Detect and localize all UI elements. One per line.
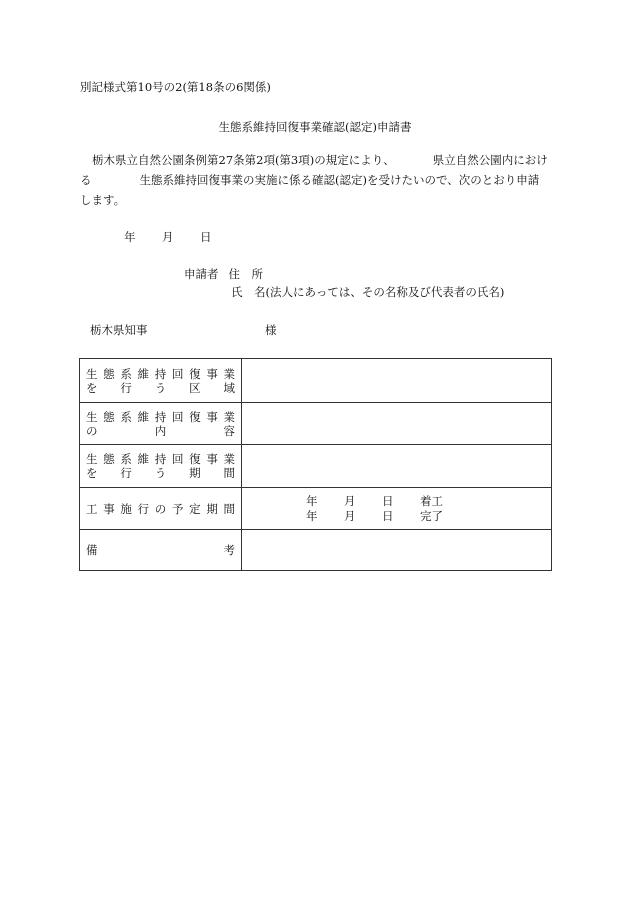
label-cell-content bbox=[80, 403, 242, 445]
label-char: 回 bbox=[171, 452, 184, 466]
label-char: 回 bbox=[171, 366, 184, 381]
applicant-name-label: 氏 名(法人にあっては、その名称及び代表者の氏名) bbox=[231, 285, 505, 299]
label-line bbox=[86, 466, 235, 480]
label-char: 間 bbox=[223, 501, 235, 516]
label-char: 持 bbox=[154, 409, 167, 424]
label-char: 行 bbox=[120, 380, 132, 395]
label-char: を bbox=[86, 380, 98, 395]
sched-day-label: 日 bbox=[382, 494, 394, 508]
label-cell-construction-period bbox=[80, 488, 242, 530]
label-char: 期 bbox=[206, 501, 218, 516]
label-char: 容 bbox=[223, 423, 235, 438]
body-text-line-2 bbox=[80, 175, 539, 187]
label-line bbox=[86, 424, 235, 438]
label-cell-remarks bbox=[80, 530, 242, 571]
label-char: 生 bbox=[86, 409, 98, 424]
label-char: 期 bbox=[189, 466, 201, 480]
table-row bbox=[80, 488, 552, 530]
label-char: 態 bbox=[103, 409, 115, 424]
label-char: 持 bbox=[154, 452, 167, 466]
applicant-address-line bbox=[184, 269, 263, 281]
sched-end-label: 完了 bbox=[420, 509, 443, 523]
addressee: 栃木県知事 bbox=[90, 323, 148, 337]
sched-year-label: 年 bbox=[306, 509, 318, 523]
label-char: 行 bbox=[120, 466, 132, 480]
label-char: 予 bbox=[171, 501, 184, 516]
label-char: 持 bbox=[154, 366, 167, 381]
label-line bbox=[86, 367, 235, 381]
label-char: 態 bbox=[103, 366, 115, 381]
body-text-line-3: します。 bbox=[80, 193, 126, 207]
construction-start-date bbox=[306, 494, 443, 508]
label-char: 系 bbox=[120, 366, 132, 381]
remarks-value-cell[interactable] bbox=[242, 530, 552, 571]
application-table bbox=[79, 358, 552, 571]
honorific: 様 bbox=[265, 323, 277, 337]
label-char: 事 bbox=[206, 409, 218, 424]
sched-day-label: 日 bbox=[382, 509, 394, 523]
label-char: 維 bbox=[137, 366, 150, 381]
table-row bbox=[80, 359, 552, 403]
label-char: 間 bbox=[223, 466, 235, 480]
label-char: の bbox=[154, 501, 167, 516]
body-text-segment: 県立自然公園内におけ bbox=[432, 153, 548, 167]
label-char: 復 bbox=[189, 452, 201, 466]
document-title: 生態系維持回復事業確認(認定)申請書 bbox=[218, 120, 412, 134]
sched-start-label: 着工 bbox=[420, 494, 443, 508]
label-char: 維 bbox=[137, 452, 150, 466]
label-line bbox=[86, 502, 235, 516]
label-char: 復 bbox=[189, 409, 201, 424]
label-char: 生 bbox=[86, 366, 98, 381]
construction-end-date bbox=[306, 509, 443, 523]
label-char: 工 bbox=[86, 501, 98, 516]
area-value-cell[interactable] bbox=[242, 359, 552, 403]
label-char: 内 bbox=[154, 423, 167, 438]
table-row bbox=[80, 445, 552, 488]
body-text-segment: 栃木県立自然公園条例第27条第2項(第3項)の規定により、 bbox=[92, 153, 395, 167]
label-char: 業 bbox=[223, 452, 235, 466]
form-number-label: 別記様式第10号の2(第18条の6関係) bbox=[80, 80, 271, 94]
label-char: 維 bbox=[137, 409, 150, 424]
label-char: 備 bbox=[86, 543, 98, 557]
content-value-cell[interactable] bbox=[242, 403, 552, 445]
label-line bbox=[86, 543, 235, 557]
label-char: 域 bbox=[223, 380, 235, 395]
date-year-label: 年 bbox=[124, 230, 136, 244]
label-line bbox=[86, 410, 235, 424]
label-line bbox=[86, 452, 235, 466]
label-char: 業 bbox=[223, 409, 235, 424]
label-char: 系 bbox=[120, 452, 132, 466]
label-char: 態 bbox=[103, 452, 115, 466]
label-char: 生 bbox=[86, 452, 98, 466]
label-char: う bbox=[154, 466, 167, 480]
sched-month-label: 月 bbox=[344, 494, 356, 508]
application-date bbox=[124, 232, 212, 244]
label-char: 事 bbox=[206, 452, 218, 466]
body-text-segment: 生態系維持回復事業の実施に係る確認(認定)を受けたいので、次のとおり申請 bbox=[139, 173, 540, 187]
label-char: 系 bbox=[120, 409, 132, 424]
label-cell-area bbox=[80, 359, 242, 403]
label-line bbox=[86, 381, 235, 395]
label-char: 復 bbox=[189, 366, 201, 381]
label-char: 業 bbox=[223, 366, 235, 381]
label-char: 施 bbox=[120, 501, 132, 516]
body-text-segment: る bbox=[80, 173, 92, 187]
label-char: 考 bbox=[223, 543, 235, 557]
label-char: 区 bbox=[189, 380, 201, 395]
sched-month-label: 月 bbox=[344, 509, 356, 523]
label-char: 事 bbox=[103, 501, 115, 516]
address-label: 住 所 bbox=[228, 267, 263, 281]
date-month-label: 月 bbox=[162, 230, 174, 244]
sched-year-label: 年 bbox=[306, 494, 318, 508]
applicant-label: 申請者 bbox=[184, 267, 219, 281]
label-cell-period bbox=[80, 445, 242, 488]
label-char: の bbox=[86, 423, 98, 438]
table-row bbox=[80, 530, 552, 571]
table-row bbox=[80, 403, 552, 445]
label-char: 回 bbox=[171, 409, 184, 424]
construction-period-value-cell[interactable] bbox=[242, 488, 552, 530]
label-char: う bbox=[154, 380, 167, 395]
date-day-label: 日 bbox=[200, 230, 212, 244]
period-value-cell[interactable] bbox=[242, 445, 552, 488]
label-char: 行 bbox=[137, 501, 150, 516]
body-text-line-1 bbox=[80, 155, 548, 167]
label-char: 事 bbox=[206, 366, 218, 381]
label-char: 定 bbox=[189, 501, 201, 516]
label-char: を bbox=[86, 466, 98, 480]
